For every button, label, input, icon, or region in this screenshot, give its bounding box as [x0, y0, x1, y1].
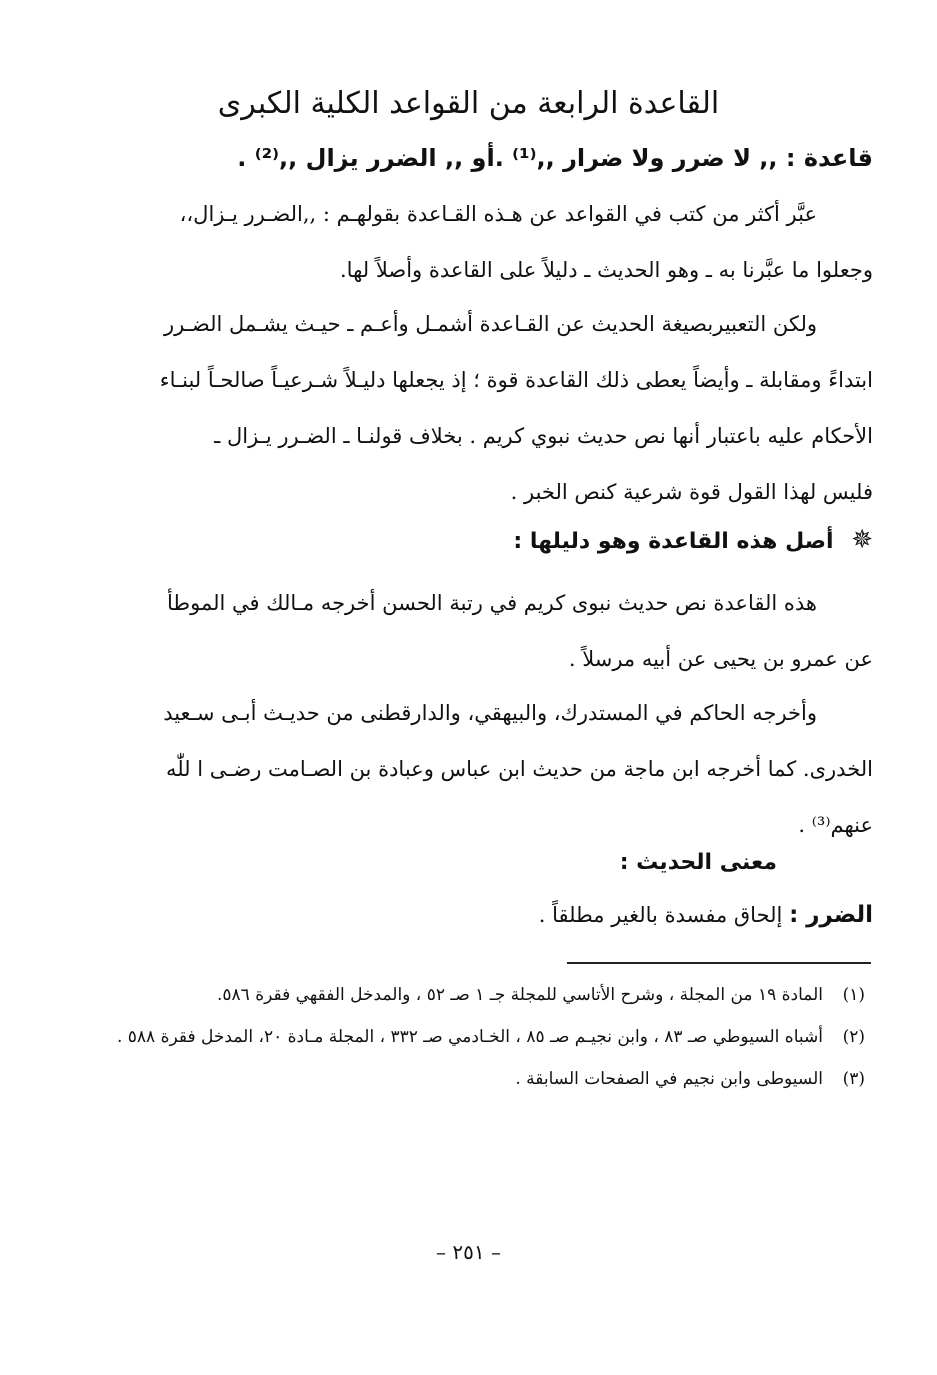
paragraph-line: هذه القاعدة نص حديث نبوى كريم في رتبة الحسن أخرجه مـالك في الموطأ: [167, 591, 817, 615]
footnote-number: (٣): [842, 1069, 865, 1089]
footnote-text: السيوطى وابن نجيم في الصفحات السابقة .: [515, 1069, 823, 1089]
origin-paragraph-2: [77, 685, 873, 853]
footnote: [75, 978, 865, 1012]
meaning-term: الضرر :: [789, 902, 873, 928]
paragraph-line: ولكن التعبيربصيغة الحديث عن القـاعدة أشمـل وأعـم ـ حيـث يشـمل الضـرر: [164, 312, 817, 336]
paragraph-line: ابتداءً ومقابلة ـ وأيضاً يعطى ذلك القاعدة قوة ؛ إذ يجعلها دليـلاً شـرعيـاً صالحـاً لبنـاء: [159, 368, 873, 392]
page-title: القاعدة الرابعة من القواعد الكلية الكبرى: [217, 86, 720, 121]
paragraph-line: وجعلوا ما عبَّرنا به ـ وهو الحديث ـ دليلاً على القاعدة وأصلاً لها.: [340, 258, 873, 282]
paragraph-line: الأحكام عليه باعتبار أنها نص حديث نبوي كريم . بخلاف قولنـا ـ الضـرر يـزال ـ: [214, 424, 873, 448]
paragraph-line: عنهم⁽³⁾ .: [798, 813, 873, 837]
paragraph-1: [77, 186, 873, 298]
rule-label: قاعدة :: [785, 144, 873, 172]
footnote: [75, 1020, 865, 1054]
footnote-text: أشباه السيوطي صـ ٨٣ ، وابن نجيـم صـ ٨٥ ، الخـادمي صـ ٣٣٢ ، المجلة مـادة ٢٠، المدخل فقرة ٥٨٨ .: [116, 1027, 823, 1047]
paragraph-line: عبَّر أكثر من كتب في القواعد عن هـذه القـاعدة بقولهـم : ,,الضـرر يـزال،،: [179, 202, 817, 226]
footnote-number: (١): [842, 985, 865, 1005]
footnote-text: المادة ١٩ من المجلة ، وشرح الأتاسي للمجلة جـ ١ صـ ٥٢ ، والمدخل الفقهي فقرة ٥٨٦.: [217, 985, 823, 1005]
asterisk-flower-icon: ✵: [851, 525, 873, 555]
footnote-number: (٢): [842, 1027, 865, 1047]
rule-text: ,, لا ضرر ولا ضرار ,,⁽¹⁾ .أو ,, الضرر يزال ,,⁽²⁾ .: [237, 144, 778, 172]
footnote: [75, 1062, 865, 1096]
meaning-heading: معنى الحديث :: [619, 850, 777, 875]
origin-paragraph-1: [77, 575, 873, 687]
section-heading-text: أصل هذه القاعدة وهو دليلها :: [513, 529, 834, 554]
footnotes: [75, 978, 865, 1104]
section-heading: [77, 520, 873, 562]
footnote-divider: [567, 962, 871, 964]
paragraph-line: عن عمرو بن يحيى عن أبيه مرسلاً .: [568, 647, 873, 671]
paragraph-line: الخدرى. كما أخرجه ابن ماجة من حديث ابن عباس وعبادة بن الصـامت رضـى ا للّٰه: [165, 757, 873, 781]
page-number: – ٢٥١ –: [436, 1240, 501, 1264]
rule-statement: [77, 138, 873, 178]
paragraph-line: وأخرجه الحاكم في المستدرك، والبيهقي، والدارقطنى من حديـث أبـى سـعيد: [163, 701, 817, 725]
meaning-text: إلحاق مفسدة بالغير مطلقاً .: [538, 903, 783, 927]
meaning-definition: [77, 893, 873, 937]
paragraph-2: [77, 296, 873, 520]
paragraph-line: فليس لهذا القول قوة شرعية كنص الخبر .: [510, 480, 873, 504]
